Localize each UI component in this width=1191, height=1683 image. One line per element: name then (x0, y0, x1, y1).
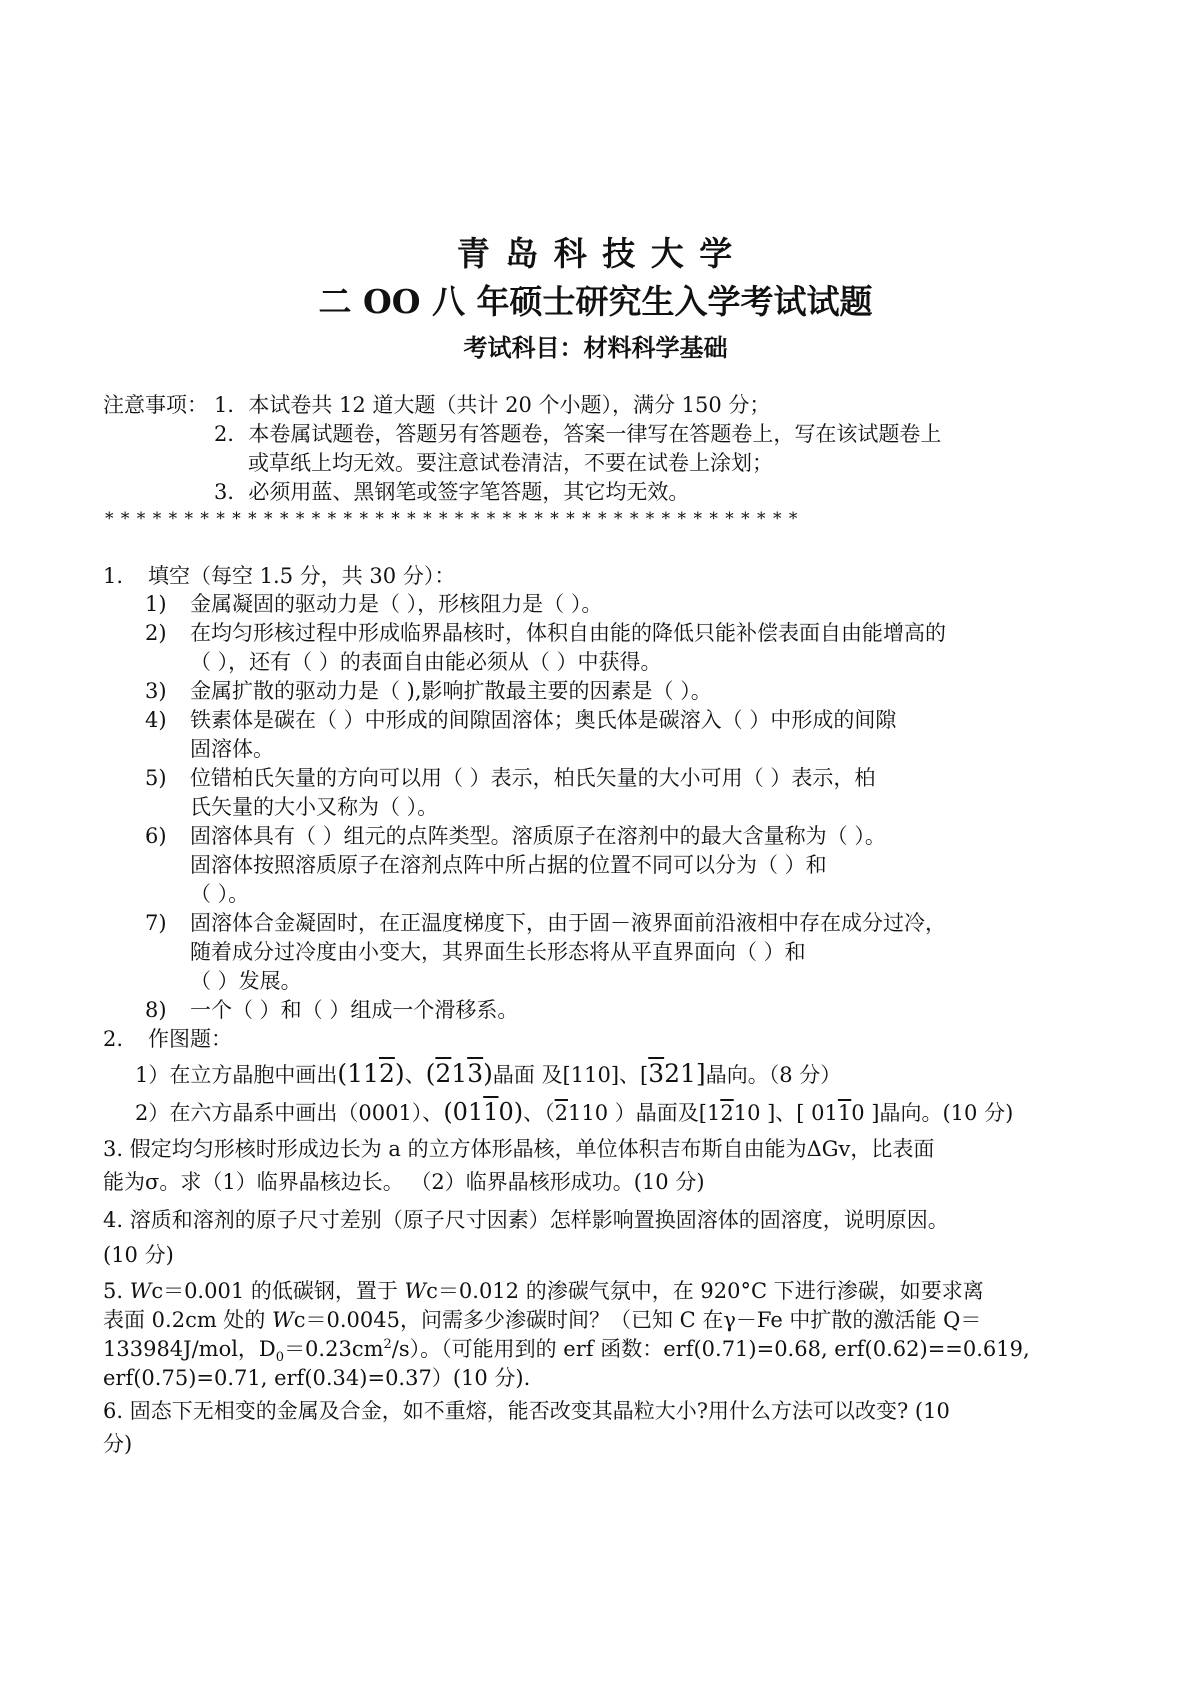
q4-line-2: (10 分) (103, 1243, 174, 1267)
miller-direction-1-rest: 10 ]、[ 01 (733, 1101, 838, 1125)
miller-bar-index: 3 (467, 1059, 484, 1088)
q3-line-2: 能为σ。求（1）临界晶核边长。 （2）临界晶核形成功。(10 分) (103, 1170, 705, 1194)
exam-subject: 考试科目：材料科学基础 (463, 333, 728, 362)
q2-line2-sep: 、（ (523, 1101, 555, 1125)
q5-text: c＝0.0045，问需多少渗碳时间？（已知 C 在γ－Fe 中扩散的激活能 Q＝ (293, 1308, 982, 1332)
q1-sub-number: 2) (145, 621, 167, 645)
notice-label: 注意事项： (103, 393, 208, 417)
q5-text: /s）。（可能用到的 erf 函数：erf(0.71)=0.68, erf(0.62)==0.619, (391, 1337, 1030, 1361)
q1-sub-number: 8) (145, 998, 167, 1022)
q1-sub-text: 固溶体合金凝固时，在正温度梯度下，由于固－液界面前沿液相中存在成分过冷， (190, 911, 946, 935)
notice-item-1: 1．本试卷共 12 道大题（共计 20 个小题），满分 150 分； (214, 393, 771, 417)
miller-bar-index: 1 (483, 1098, 499, 1126)
q1-sub-text: 固溶体具有（ ）组元的点阵类型。溶质原子在溶剂中的最大含量称为（ ）。 (190, 824, 886, 848)
q4-line-1: 4. 溶质和溶剂的原子尺寸差别（原子尺寸因素）怎样影响置换固溶体的固溶度，说明原因。 (103, 1208, 949, 1232)
q5-variable-w: W (404, 1279, 427, 1303)
q1-sub-text: 固溶体。 (190, 737, 274, 761)
q2-number: 2. (103, 1027, 124, 1051)
miller-plane-1-close: ) (394, 1059, 405, 1088)
q1-number: 1. (103, 564, 124, 588)
q1-sub-text: （ ）。 (190, 882, 250, 906)
q2-line1-suffix: 晶向。（8 分） (705, 1063, 842, 1087)
exam-title: 二 OO 八 年硕士研究生入学考试试题 (318, 282, 873, 321)
q2-line1-mid: 晶面 及[110]、[ (492, 1063, 649, 1087)
miller-bar-index: 2 (720, 1101, 734, 1125)
miller-plane-2-open: ( (425, 1059, 436, 1088)
q2-line1-prefix: 1）在立方晶胞中画出 (135, 1063, 338, 1087)
q5-superscript: 2 (383, 1337, 392, 1352)
q1-sub-number: 7) (145, 911, 167, 935)
q1-sub-text: 在均匀形核过程中形成临界晶核时，体积自由能的降低只能补偿表面自由能增高的 (190, 621, 946, 645)
q5-variable-w: W (129, 1279, 152, 1303)
q5-text: 133984J/mol，D (103, 1337, 276, 1361)
miller-plane-2-mid: 1 (451, 1059, 468, 1088)
q1-sub-text: （ ），还有（ ）的表面自由能必须从（ ）中获得。 (190, 650, 662, 674)
q1-sub-text: 金属凝固的驱动力是（ ），形核阻力是（ ）。 (190, 592, 603, 616)
q5-line-1 (103, 1277, 984, 1305)
q5-text: ＝0.23cm (284, 1337, 384, 1361)
q6-line-1: 6. 固态下无相变的金属及合金，如不重熔，能否改变其晶粒大小?用什么方法可以改变? (10 (103, 1399, 950, 1423)
q1-sub-number: 4) (145, 708, 167, 732)
university-name: 青 岛 科 技 大 学 (456, 234, 735, 273)
q1-sub-text: 氏矢量的大小又称为（ ）。 (190, 795, 439, 819)
q5-subscript: 0 (275, 1350, 285, 1366)
q5-text: 表面 0.2cm 处的 (103, 1308, 273, 1332)
q6-line-2: 分) (103, 1432, 133, 1456)
q5-variable-w: W (272, 1308, 294, 1332)
separator-line: * * * * * * * * * * * * * * * * * * * * * * * * * * * * * * * * * * * * * * * * * * * * (105, 509, 799, 529)
q3-line-1: 3. 假定均匀形核时形成边长为 a 的立方体形晶核，单位体积吉布斯自由能为ΔGv，比表面 (103, 1137, 935, 1161)
miller-direction-rest: 21] (664, 1059, 706, 1088)
miller-bar-index: 3 (648, 1059, 665, 1088)
q1-title: 填空（每空 1.5 分，共 30 分）： (148, 564, 456, 588)
q5-line-4: erf(0.75)=0.71, erf(0.34)=0.37）(10 分). (103, 1366, 531, 1390)
notice-item-3: 3．必须用蓝、黑钢笔或签字笔答题，其它均无效。 (214, 480, 690, 504)
q1-sub-text: 一个（ ）和（ ）组成一个滑移系。 (190, 998, 519, 1022)
q1-sub-text: 金属扩散的驱动力是（ ),影响扩散最主要的因素是（ ）。 (190, 679, 712, 703)
q1-sub-number: 5) (145, 766, 167, 790)
q2-line-1 (135, 1060, 841, 1089)
q5-text: c＝0.001 的低碳钢，置于 (151, 1279, 405, 1303)
q5-line-3 (103, 1335, 1030, 1366)
q5-line-2 (103, 1306, 981, 1334)
notice-item-2-cont: 或草纸上均无效。要注意试卷清洁，不要在试卷上涂划； (248, 451, 773, 475)
q1-sub-text: 铁素体是碳在（ ）中形成的间隙固溶体；奥氏体是碳溶入（ ）中形成的间隙 (190, 708, 897, 732)
q2-line1-sep: 、 (404, 1063, 426, 1087)
q1-sub-number: 1) (145, 592, 167, 616)
q2-line2-prefix: 2）在六方晶系中画出（0001）、 (135, 1101, 444, 1125)
q5-text: c＝0.012 的渗碳气氛中，在 920°C 下进行渗碳，如要求离 (426, 1279, 984, 1303)
q2-line-2 (135, 1098, 1013, 1127)
q1-sub-text: 随着成分过冷度由小变大，其界面生长形态将从平直界面向（ ）和 (190, 940, 806, 964)
miller-bar-index: 1 (837, 1101, 852, 1125)
q1-sub-number: 3) (145, 679, 167, 703)
miller-bravais-1-end: 0) (498, 1098, 524, 1126)
q1-sub-text: 固溶体按照溶质原子在溶剂点阵中所占据的位置不同可以分为（ ）和 (190, 853, 827, 877)
miller-bravais-1: (01 (443, 1098, 484, 1126)
miller-bar-index: 2 (554, 1101, 569, 1125)
q1-sub-number: 6) (145, 824, 167, 848)
q1-sub-text: （ ）发展。 (190, 969, 302, 993)
miller-bravais-2-rest: 110 ）晶面及[1 (568, 1101, 721, 1125)
q2-title: 作图题： (148, 1027, 232, 1051)
miller-direction-2-rest: 0 ]晶向。(10 分) (851, 1101, 1014, 1125)
q5-text: 5. (103, 1279, 130, 1303)
notice-item-2: 2．本卷属试题卷，答题另有答题卷，答案一律写在答题卷上，写在该试题卷上 (214, 422, 942, 446)
q1-sub-text: 位错柏氏矢量的方向可以用（ ）表示，柏氏矢量的大小可用（ ）表示，柏 (190, 766, 876, 790)
miller-bar-index: 2 (378, 1059, 395, 1088)
miller-plane-2-close: ) (483, 1059, 493, 1088)
miller-plane-1-open: (11 (337, 1059, 379, 1088)
miller-bar-index: 2 (435, 1059, 452, 1088)
